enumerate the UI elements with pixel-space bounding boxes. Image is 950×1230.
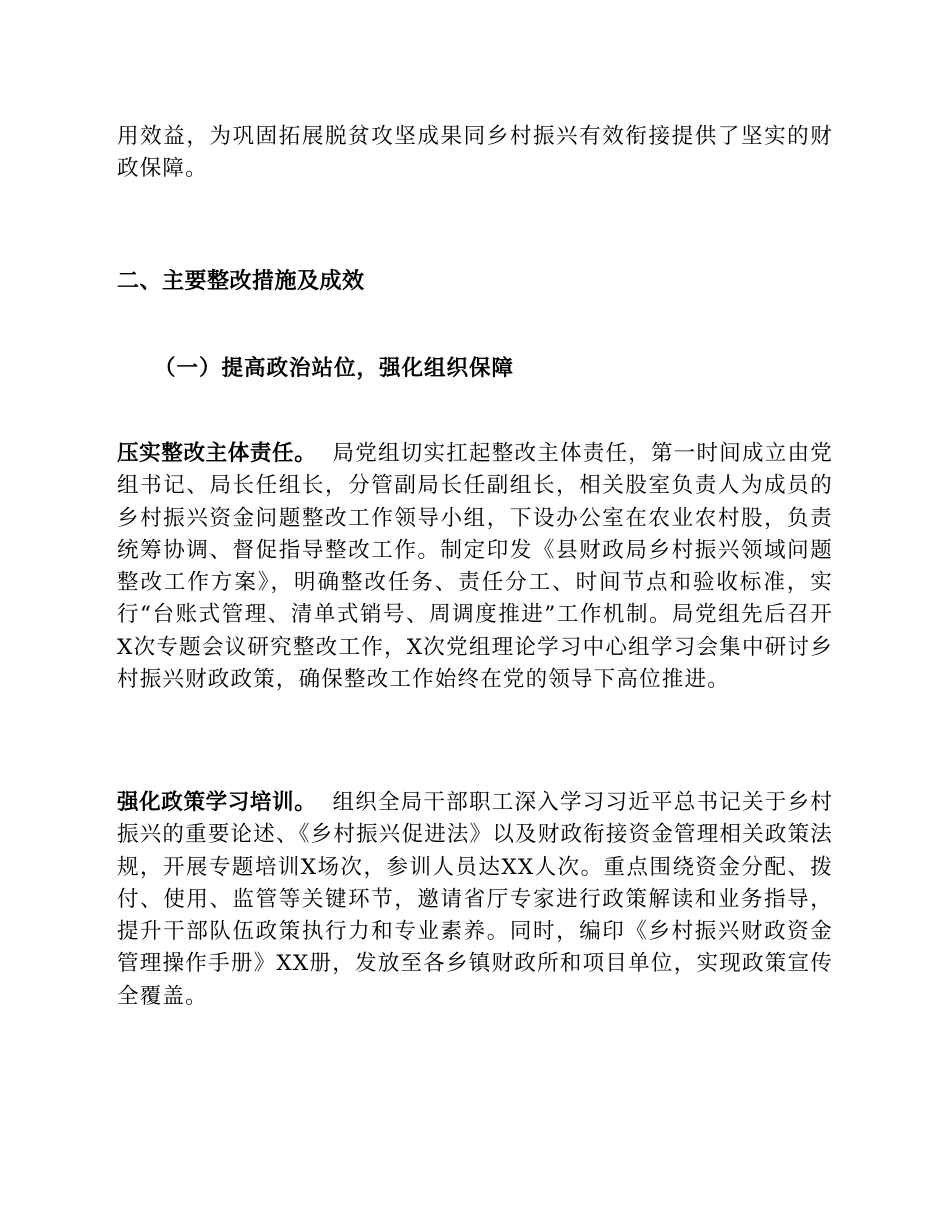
paragraph-policy-study [117,787,833,1013]
paragraph-body-responsibility: 局党组切实扛起整改主体责任，第一时间成立由党组书记、局长任组长，分管副局长任副组长，相关股室负责人为成员的乡村振兴资金问题整改工作领导小组，下设办公室在农业农村股，负责统筹协调、督促指导整改工作。制定印发《县财政局乡村振兴领域问题整改工作方案》，明确整改任务、责任分工、时间节点和验收标准，实行“台账式管理、清单式销号、周调度推进”工作机制。局党组先后召开X次专题会议研究整改工作，X次党组理论学习中心组学习会集中研讨乡村振兴财政政策，确保整改工作始终在党的领导下高位推进。 [117,441,833,693]
paragraph-lead-policy-study: 强化政策学习培训。 [117,790,317,815]
paragraph-lead-responsibility: 压实整改主体责任。 [117,441,317,466]
paragraph-responsibility [117,438,833,696]
paragraph-body-policy-study: 组织全局干部职工深入学习习近平总书记关于乡村振兴的重要论述、《乡村振兴促进法》以及财政衔接资金管理相关政策法规，开展专题培训X场次，参训人员达XX人次。重点围绕资金分配、拨付、使用、监管等关键环节，邀请省厅专家进行政策解读和业务指导，提升干部队伍政策执行力和专业素养。同时，编印《乡村振兴财政资金管理操作手册》XX册，发放至各乡镇财政所和项目单位，实现政策宣传全覆盖。 [117,790,833,1009]
subsection-heading: （一）提高政治站位，强化组织保障 [154,356,515,381]
section-heading: 二、主要整改措施及成效 [117,269,365,294]
intro-paragraph: 用效益，为巩固拓展脱贫攻坚成果同乡村振兴有效衔接提供了坚实的财政保障。 [117,124,833,182]
